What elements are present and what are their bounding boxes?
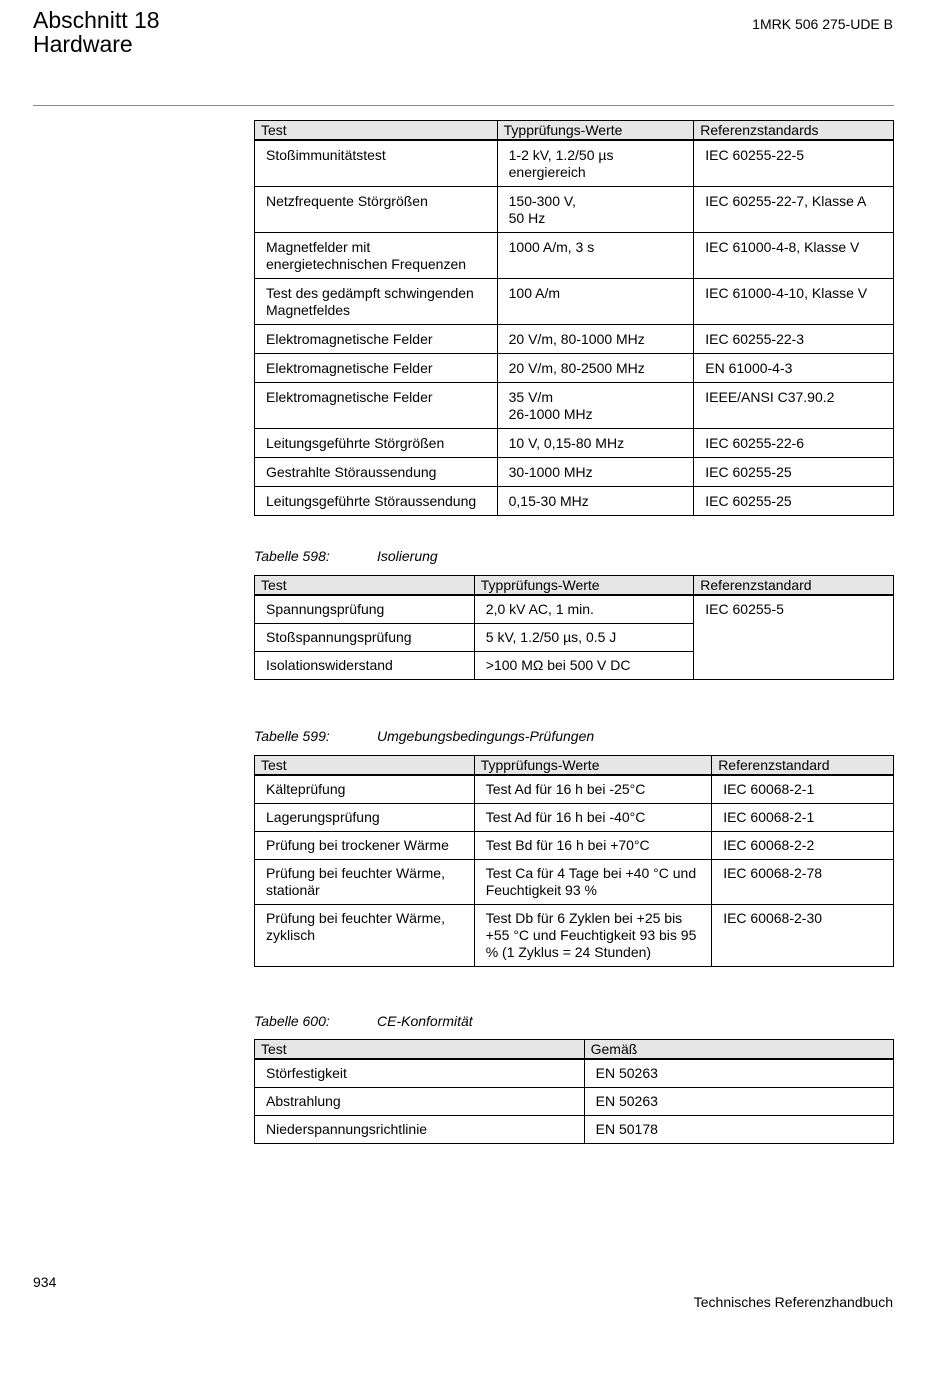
table-cell: IEC 60068-2-2	[712, 832, 894, 860]
table-row	[255, 775, 894, 804]
page-number: 934	[33, 1274, 57, 1290]
table-header-row	[255, 756, 894, 776]
table-cell: >100 MΩ bei 500 V DC	[474, 652, 694, 680]
table-cell: 5 kV, 1.2/50 µs, 0.5 J	[474, 624, 694, 652]
section-number: Abschnitt 18	[33, 7, 160, 33]
insulation-table	[254, 575, 894, 680]
table-row	[255, 233, 894, 279]
table-cell: Elektromagnetische Felder	[255, 383, 498, 429]
table-cell: Leitungsgeführte Störgrößen	[255, 429, 498, 458]
table-cell: 10 V, 0,15-80 MHz	[497, 429, 694, 458]
table-cell: IEC 61000-4-8, Klasse V	[694, 233, 894, 279]
column-header: Gemäß	[584, 1040, 893, 1060]
table-cell: IEC 60255-22-3	[694, 325, 894, 354]
table-label: Tabelle 599:	[254, 728, 330, 744]
table-cell: Prüfung bei feuchter Wärme, stationär	[255, 860, 475, 905]
table-cell: IEC 60255-25	[694, 458, 894, 487]
table-row	[255, 279, 894, 325]
table-title: Umgebungsbedingungs-Prüfungen	[377, 728, 595, 744]
table-row	[255, 595, 894, 624]
ce-conformity-table	[254, 1039, 894, 1144]
table-cell: Leitungsgeführte Störaussendung	[255, 487, 498, 516]
table-cell: Kälteprüfung	[255, 775, 475, 804]
table-title: CE-Konformität	[377, 1013, 473, 1029]
table-cell-standard: IEC 60255-5	[694, 595, 894, 680]
footer-doc-title: Technisches Referenzhandbuch	[693, 1294, 893, 1310]
table-cell: 20 V/m, 80-1000 MHz	[497, 325, 694, 354]
table-cell: IEC 60068-2-1	[712, 804, 894, 832]
table-cell: Lagerungsprüfung	[255, 804, 475, 832]
table-cell: 0,15-30 MHz	[497, 487, 694, 516]
table-cell: IEC 60068-2-1	[712, 775, 894, 804]
table-cell: EN 50263	[584, 1059, 893, 1088]
table-cell: Elektromagnetische Felder	[255, 354, 498, 383]
table-cell: 20 V/m, 80-2500 MHz	[497, 354, 694, 383]
table-row	[255, 832, 894, 860]
table-cell: Test Ca für 4 Tage bei +40 °C und Feuchtigkeit 93 %	[474, 860, 712, 905]
column-header: Typprüfungs-Werte	[474, 756, 712, 776]
table-cell: 1000 A/m, 3 s	[497, 233, 694, 279]
table-title: Isolierung	[377, 548, 438, 564]
table-cell: Spannungsprüfung	[255, 595, 475, 624]
table-cell: Netzfrequente Störgrößen	[255, 187, 498, 233]
table-cell: Prüfung bei trockener Wärme	[255, 832, 475, 860]
table-row	[255, 905, 894, 967]
table-cell: Magnetfelder mit energietechnischen Frequenzen	[255, 233, 498, 279]
table-cell: IEC 60255-22-6	[694, 429, 894, 458]
table-cell: Stoßspannungsprüfung	[255, 624, 475, 652]
table-row	[255, 1088, 894, 1116]
column-header: Typprüfungs-Werte	[474, 576, 694, 596]
table-cell: Elektromagnetische Felder	[255, 325, 498, 354]
table-cell: EN 50178	[584, 1116, 893, 1144]
table-label: Tabelle 598:	[254, 548, 330, 564]
table-cell: Stoßimmunitätstest	[255, 140, 498, 187]
table-row	[255, 804, 894, 832]
environmental-tests-table	[254, 755, 894, 967]
table-row	[255, 458, 894, 487]
table-cell: Gestrahlte Störaussendung	[255, 458, 498, 487]
table-cell: IEC 60255-25	[694, 487, 894, 516]
table-row	[255, 354, 894, 383]
table-row	[255, 860, 894, 905]
table-cell: IEC 60255-22-5	[694, 140, 894, 187]
table-row	[255, 383, 894, 429]
table-cell: Test Ad für 16 h bei -40°C	[474, 804, 712, 832]
table-cell: IEC 60255-22-7, Klasse A	[694, 187, 894, 233]
table-label: Tabelle 600:	[254, 1013, 330, 1029]
column-header: Typprüfungs-Werte	[497, 121, 694, 141]
table-row	[255, 1116, 894, 1144]
table-cell: Prüfung bei feuchter Wärme, zyklisch	[255, 905, 475, 967]
table-cell: IEC 61000-4-10, Klasse V	[694, 279, 894, 325]
table-row	[255, 187, 894, 233]
column-header: Referenzstandard	[712, 756, 894, 776]
table-row	[255, 487, 894, 516]
table-cell: IEEE/ANSI C37.90.2	[694, 383, 894, 429]
column-header: Test	[255, 1040, 585, 1060]
table-cell: Störfestigkeit	[255, 1059, 585, 1088]
table-cell: 150-300 V, 50 Hz	[497, 187, 694, 233]
table-cell: Niederspannungsrichtlinie	[255, 1116, 585, 1144]
table-cell: EN 61000-4-3	[694, 354, 894, 383]
column-header: Test	[255, 121, 498, 141]
table-row	[255, 325, 894, 354]
table-cell: Abstrahlung	[255, 1088, 585, 1116]
table-header-row	[255, 1040, 894, 1060]
table-cell: Test Ad für 16 h bei -25°C	[474, 775, 712, 804]
section-heading	[33, 8, 160, 56]
table-cell: EN 50263	[584, 1088, 893, 1116]
table-header-row	[255, 576, 894, 596]
table-cell: 1-2 kV, 1.2/50 µs energiereich	[497, 140, 694, 187]
table-cell: Test Db für 6 Zyklen bei +25 bis +55 °C und Feuchtigkeit 93 bis 95 % (1 Zyklus = 24 Stunden)	[474, 905, 712, 967]
table-cell: 100 A/m	[497, 279, 694, 325]
table-cell: IEC 60068-2-30	[712, 905, 894, 967]
column-header: Test	[255, 756, 475, 776]
table-cell: 35 V/m 26-1000 MHz	[497, 383, 694, 429]
table-row	[255, 429, 894, 458]
document-id: 1MRK 506 275-UDE B	[752, 16, 893, 32]
table-cell: Isolationswiderstand	[255, 652, 475, 680]
table-header-row	[255, 121, 894, 141]
table-cell: Test Bd für 16 h bei +70°C	[474, 832, 712, 860]
table-row	[255, 1059, 894, 1088]
column-header: Referenzstandard	[694, 576, 894, 596]
chapter-title: Hardware	[33, 31, 133, 57]
table-row	[255, 140, 894, 187]
column-header: Referenzstandards	[694, 121, 894, 141]
header-divider	[33, 105, 894, 106]
column-header: Test	[255, 576, 475, 596]
table-cell: IEC 60068-2-78	[712, 860, 894, 905]
table-cell: Test des gedämpft schwingenden Magnetfeldes	[255, 279, 498, 325]
emc-tests-table	[254, 120, 894, 516]
table-cell: 2,0 kV AC, 1 min.	[474, 595, 694, 624]
table-cell: 30-1000 MHz	[497, 458, 694, 487]
